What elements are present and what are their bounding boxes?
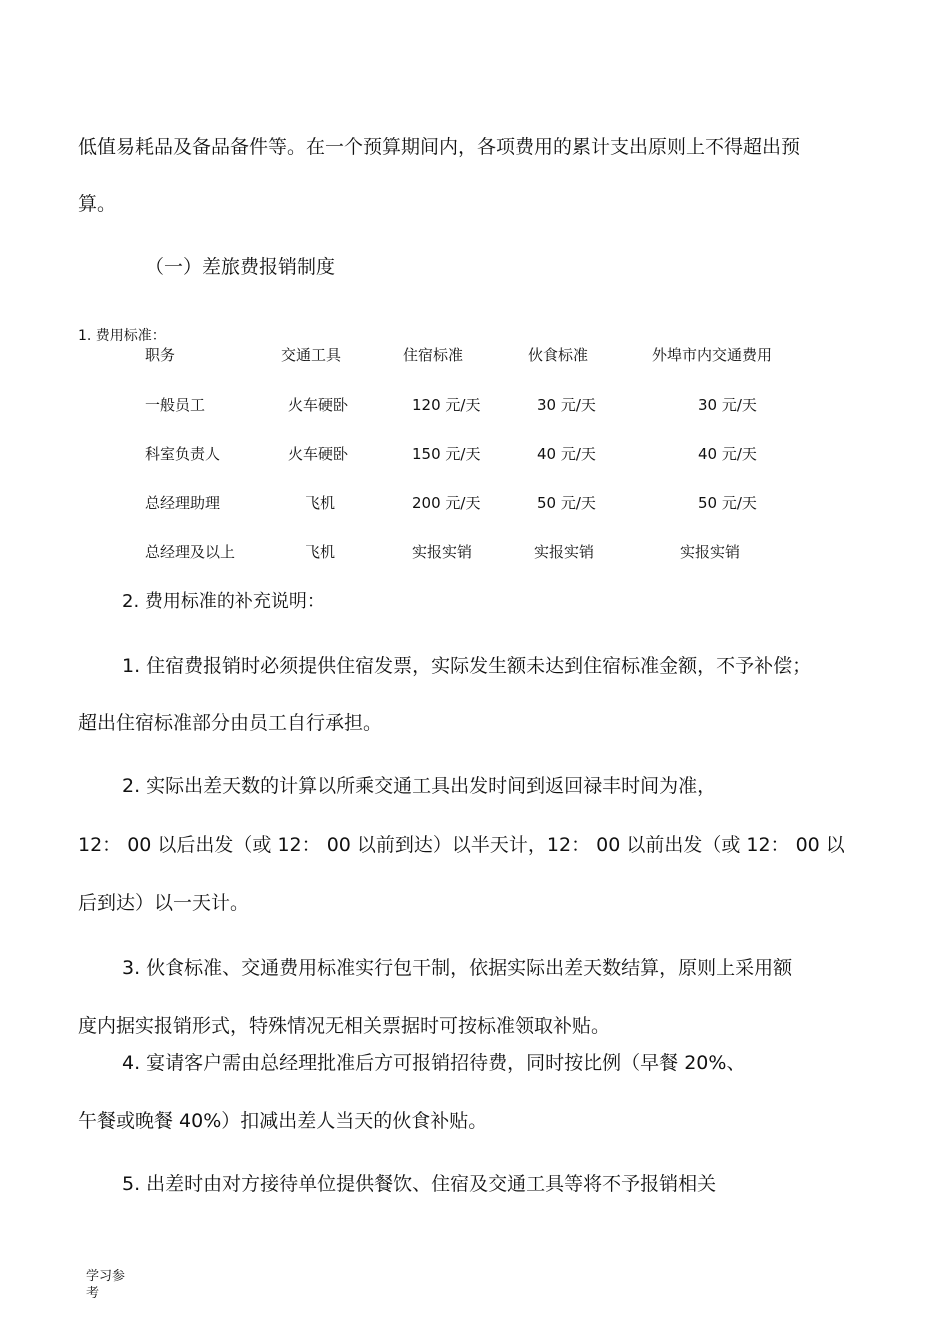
- table-cell: 科室负责人: [145, 445, 221, 463]
- table-cell: 一般员工: [145, 396, 206, 414]
- paragraph-line: 算。: [78, 193, 117, 215]
- fee-standard-heading: 1. 费用标准：: [78, 328, 166, 344]
- paragraph-line: 超出住宿标准部分由员工自行承担。: [78, 712, 383, 734]
- table-cell: 实报实销: [680, 543, 741, 561]
- table-cell: 总经理及以上: [145, 543, 236, 561]
- table-header-local-transport: 外埠市内交通费用: [652, 346, 773, 364]
- footer-label: 学习参考: [86, 1269, 126, 1301]
- table-header-transport: 交通工具: [281, 346, 342, 364]
- table-cell: 30 元/天: [537, 396, 596, 414]
- table-cell: 火车硬卧: [288, 396, 349, 414]
- table-cell: 50 元/天: [698, 494, 757, 512]
- paragraph-line: 低值易耗品及备品备件等。在一个预算期间内，各项费用的累计支出原则上不得超出预: [78, 136, 801, 158]
- table-cell: 200 元/天: [412, 494, 481, 512]
- table-header-meals: 伙食标准: [528, 346, 589, 364]
- supplement-heading: 2. 费用标准的补充说明：: [122, 591, 325, 612]
- section-heading: （一）差旅费报销制度: [145, 256, 336, 278]
- paragraph-line: 1. 住宿费报销时必须提供住宿发票，实际发生额未达到住宿标准金额，不予补偿；: [122, 655, 812, 677]
- table-cell: 120 元/天: [412, 396, 481, 414]
- paragraph-line: 2. 实际出差天数的计算以所乘交通工具出发时间到返回禄丰时间为准，: [122, 775, 717, 797]
- paragraph-line: 5. 出差时由对方接待单位提供餐饮、住宿及交通工具等将不予报销相关: [122, 1173, 717, 1195]
- paragraph-line: 度内据实报销形式，特殊情况无相关票据时可按标准领取补贴。: [78, 1015, 611, 1037]
- table-cell: 40 元/天: [698, 445, 757, 463]
- paragraph-line: 12： 00 以后出发（或 12： 00 以前到达）以半天计，12： 00 以前出发（或 12： 00 以: [78, 834, 845, 856]
- table-header-position: 职务: [145, 346, 176, 364]
- paragraph-line: 午餐或晚餐 40%）扣减出差人当天的伙食补贴。: [78, 1110, 488, 1132]
- table-cell: 总经理助理: [145, 494, 221, 512]
- table-cell: 150 元/天: [412, 445, 481, 463]
- table-cell: 实报实销: [412, 543, 473, 561]
- paragraph-line: 后到达）以一天计。: [78, 892, 250, 914]
- table-cell: 40 元/天: [537, 445, 596, 463]
- paragraph-line: 3. 伙食标准、交通费用标准实行包干制，依据实际出差天数结算，原则上采用额: [122, 957, 793, 979]
- table-cell: 50 元/天: [537, 494, 596, 512]
- paragraph-line: 4. 宴请客户需由总经理批准后方可报销招待费，同时按比例（早餐 20%、: [122, 1052, 746, 1074]
- table-cell: 飞机: [305, 543, 336, 561]
- table-header-lodging: 住宿标准: [403, 346, 464, 364]
- table-cell: 实报实销: [534, 543, 595, 561]
- table-cell: 火车硬卧: [288, 445, 349, 463]
- table-cell: 30 元/天: [698, 396, 757, 414]
- table-cell: 飞机: [305, 494, 336, 512]
